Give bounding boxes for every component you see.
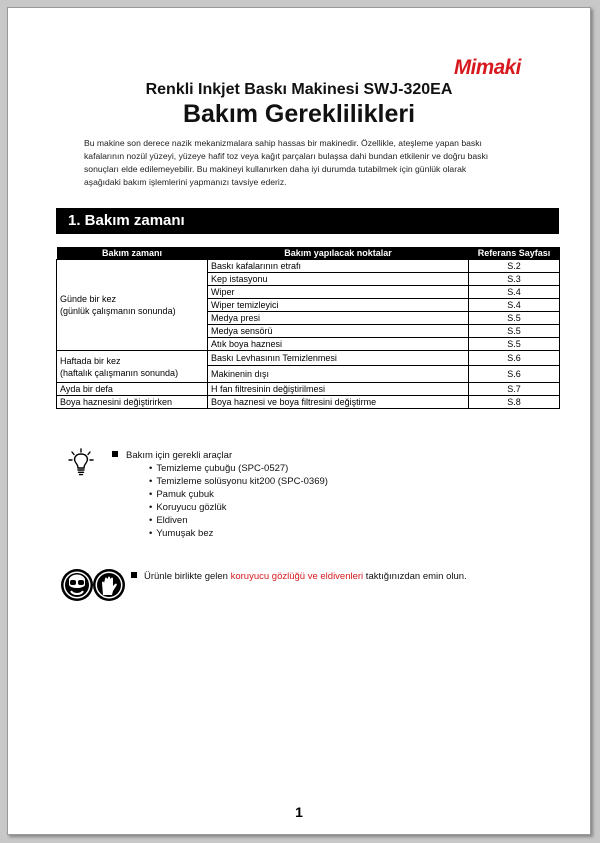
safety-note [131,571,467,582]
reference-page: S.4 [469,299,560,312]
list-item: • Yumuşak bez [149,527,328,540]
reference-page: S.4 [469,286,560,299]
list-item: • Temizleme solüsyonu kit200 (SPC-0369) [149,475,328,488]
tools-heading-row [112,449,328,462]
section-heading-bar [56,208,559,234]
period-weekly [57,351,208,383]
reference-page: S.3 [469,273,560,286]
maintenance-point: Atık boya haznesi [208,338,469,351]
reference-page: S.7 [469,383,560,396]
maintenance-point: Baskı kafalarının etrafı [208,260,469,273]
reference-page: S.6 [469,366,560,383]
maintenance-point: Medya sensörü [208,325,469,338]
intro-paragraph [84,137,554,189]
reference-page: S.2 [469,260,560,273]
reference-page: S.8 [469,396,560,409]
safety-text-before: Ürünle birlikte gelen [144,571,231,582]
header-points: Bakım yapılacak noktalar [208,247,469,260]
period-daily-line2: (günlük çalışmanın sonunda) [60,306,176,316]
maintenance-point: Wiper temizleyici [208,299,469,312]
maintenance-point: Makinenin dışı [208,366,469,383]
table-row [57,383,560,396]
document-page [7,7,591,835]
period-monthly: Ayda bir defa [57,383,208,396]
maintenance-point: Wiper [208,286,469,299]
list-item: • Eldiven [149,514,328,527]
safety-icons [60,567,126,603]
intro-line: Bu makine son derece nazik mekanizmalara sahip hassas bir makinedir. Özellikle, ateşleme yapan baskı [84,138,482,148]
required-tools [112,449,328,540]
tools-list [112,462,328,540]
document-subtitle: Renkli Inkjet Baskı Makinesi SWJ-320EA [145,81,453,98]
lightbulb-icon [66,447,96,477]
reference-page: S.5 [469,312,560,325]
intro-line: sonuçları elde edilemeyebilir. Bu makineyi kullanırken daha iyi durumda tutabilmek için günlük olarak [84,164,467,174]
table-row [57,260,560,273]
period-daily [57,260,208,351]
square-bullet-icon [112,451,118,457]
list-item: • Koruyucu gözlük [149,501,328,514]
tools-heading: Bakım için gerekli araçlar [126,450,233,461]
list-item: • Temizleme çubuğu (SPC-0527) [149,462,328,475]
square-bullet-icon [131,572,137,578]
table-header-row [57,247,560,260]
period-ink-change: Boya haznesini değiştirirken [57,396,208,409]
list-item: • Pamuk çubuk [149,488,328,501]
table-row [57,351,560,366]
maintenance-point: Kep istasyonu [208,273,469,286]
period-daily-line1: Günde bir kez [60,294,117,304]
intro-line: aşağıdaki bakım işlemlerini yapmanızı tavsiye ederiz. [84,177,287,187]
section-heading: 1. Bakım zamanı [68,212,185,229]
maintenance-schedule-table [56,247,560,409]
maintenance-point: Baskı Levhasının Temizlenmesi [208,351,469,366]
table-row [57,396,560,409]
reference-page: S.5 [469,325,560,338]
document-title: Bakım Gereklilikleri [182,100,416,128]
page-number: 1 [295,804,303,820]
maintenance-point: Medya presi [208,312,469,325]
reference-page: S.6 [469,351,560,366]
gloves-icon [93,569,125,601]
intro-line: kafalarının nozül yüzeyi, yüzeye hafif toz veya kağıt parçaları bulaşsa dahi bundan etkilenir ve doğru baskı [84,151,489,161]
period-weekly-line2: (haftalık çalışmanın sonunda) [60,367,179,378]
period-weekly-line1: Haftada bir kez [60,355,121,366]
safety-text-highlight: koruyucu gözlüğü ve eldivenleri [230,571,364,582]
maintenance-point: H fan filtresinin değiştirilmesi [208,383,469,396]
header-ref: Referans Sayfası [469,247,560,260]
maintenance-point: Boya haznesi ve boya filtresini değiştirme [208,396,469,409]
mimaki-logo: Mimaki [454,56,521,79]
header-period: Bakım zamanı [57,247,208,260]
goggles-icon [61,569,93,601]
reference-page: S.5 [469,338,560,351]
safety-text-after: taktığınızdan emin olun. [363,571,467,582]
